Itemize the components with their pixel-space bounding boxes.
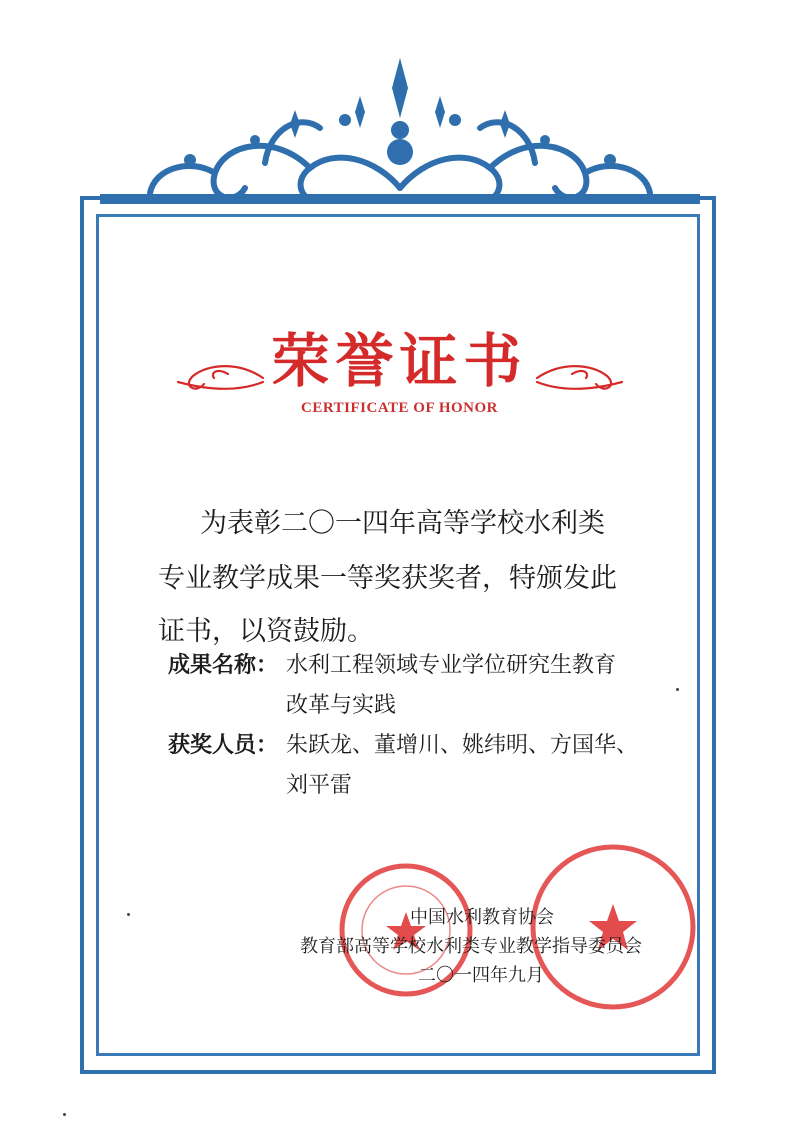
body-line-1: 为表彰二〇一四年高等学校水利类 <box>200 508 605 539</box>
ornament-crown <box>95 48 705 208</box>
achievement-name-line-2: 改革与实践 <box>286 693 397 718</box>
speck <box>63 1113 66 1116</box>
issuer-1: 中国水利教育协会 <box>410 907 554 928</box>
winners-label: 获奖人员： <box>168 733 279 758</box>
issuer-2: 教育部高等学校水利类专业教学指导委员会 <box>300 936 642 957</box>
achievement-name-line-1: 水利工程领域专业学位研究生教育 <box>286 653 617 678</box>
certificate-subtitle: CERTIFICATE OF HONOR <box>301 400 498 416</box>
issue-date: 二〇一四年九月 <box>418 965 544 986</box>
speck <box>676 688 679 691</box>
body-line-2: 专业教学成果一等奖获奖者，特颁发此 <box>158 563 617 594</box>
winners-line-2: 刘平雷 <box>286 773 353 798</box>
certificate-title: 荣誉证书 <box>271 327 528 395</box>
speck <box>127 913 130 916</box>
body-line-3: 证书，以资鼓励。 <box>158 616 374 647</box>
achievement-label: 成果名称： <box>168 653 279 678</box>
winners-line-1: 朱跃龙、董增川、姚纬明、方国华、 <box>286 733 639 758</box>
